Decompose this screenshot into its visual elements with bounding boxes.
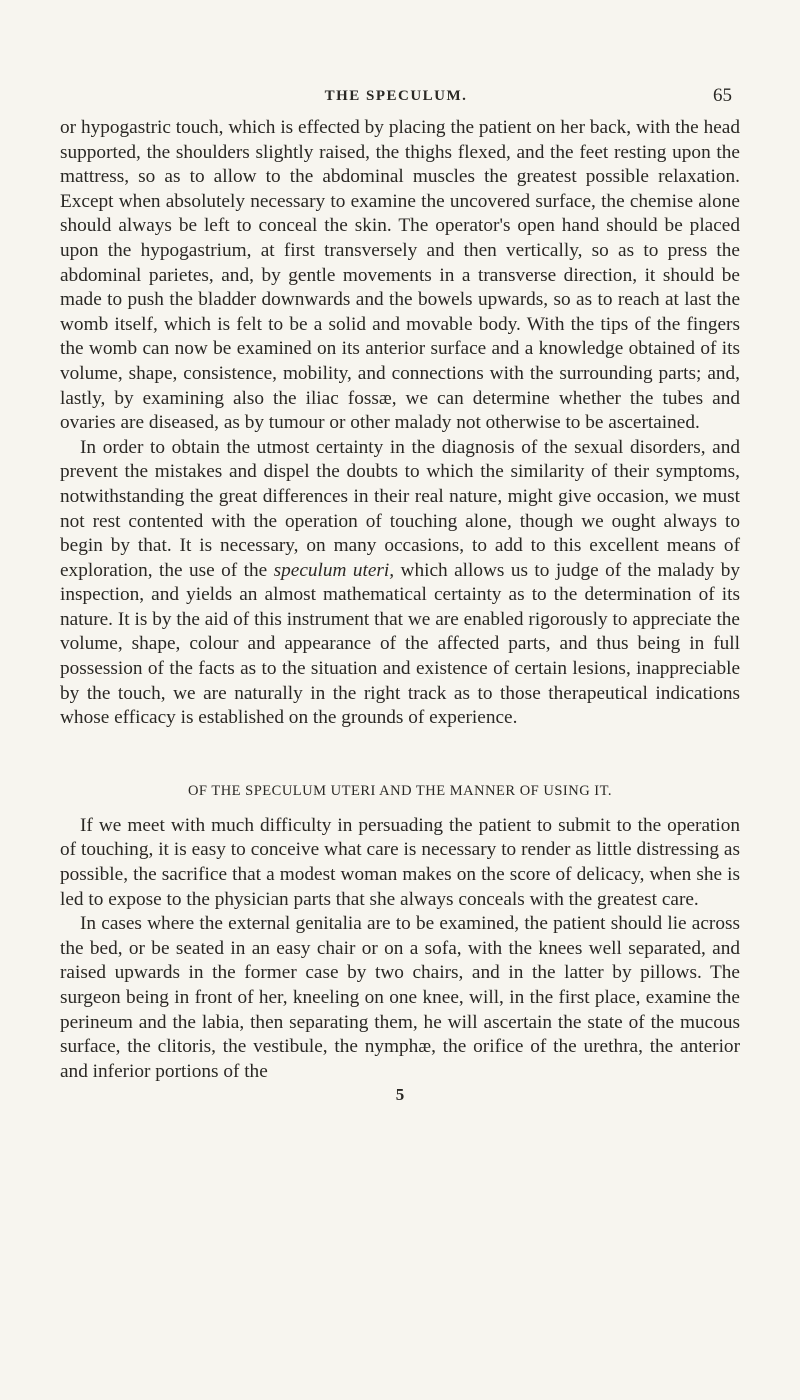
book-page <box>60 0 740 1400</box>
paragraph-persuading: If we meet with much difficulty in persuading the patient to submit to the operation of touching, it is easy to conceive what care is necessary to render as little distressing as possible, the sacrifice that a modest woman makes on the score of delicacy, when she is led to expose to the physician parts that she always conceals with the greatest care. <box>60 814 740 910</box>
section-heading: OF THE SPECULUM UTERI AND THE MANNER OF USING IT. <box>187 782 613 799</box>
page-number: 65 <box>713 85 732 106</box>
paragraph-external-genitalia: In cases where the external genitalia are to be examined, the patient should lie across the bed, or be seated in an easy chair or on a sofa, with the knees well separated, and raised upwards in the former case by two chairs, and in the latter by pillows. The surgeon being in front of her, kneeling on one knee, will, in the first place, examine the perineum and the labia, then separating them, he will ascertain the state of the mucous surface, the clitoris, the vestibule, the nymphæ, the orifice of the urethra, the anterior and inferior portions of the <box>60 913 740 1082</box>
body-text <box>60 116 740 1106</box>
running-title: THE SPECULUM. <box>324 88 468 104</box>
paragraph-speculum-intro <box>60 436 740 731</box>
paragraph-text-before: In order to obtain the utmost certainty in the diagnosis of the sexual disorders, and prevent the mistakes and dispel the doubts to which the similarity of their symptoms, notwithstanding the great differences in their real nature, might give occasion, we must not rest contented with the operation of touching alone, though we ought always to begin by that. It is necessary, on many occasions, to add to this excellent means of exploration, the use of the <box>60 436 740 581</box>
running-head <box>60 85 732 112</box>
paragraph-continued: or hypogastric touch, which is effected by placing the patient on her back, with the head supported, the shoulders slightly raised, the thighs flexed, and the feet resting upon the mattress, so as to allow to the abdominal muscles the greatest possible relaxation. Except when absolutely necessary to examine the uncovered surface, the chemise alone should always be left to conceal the skin. The operator's open hand should be placed upon the hypogastrium, at first transversely and then vertically, so as to press the abdominal parietes, and, by gentle movements in a transverse direction, it should be made to push the bladder downwards and the bowels upwards, so as to reach at last the womb itself, which is felt to be a solid and movable body. With the tips of the fingers the womb can now be examined on its anterior surface and a knowledge obtained of its volume, shape, consistence, mobility, and connections with the surrounding parts; and, lastly, by examining also the iliac fossæ, we can determine whether the tubes and ovaries are diseased, as by tumour or other malady not otherwise to be ascertained. <box>60 117 740 434</box>
signature-mark: 5 <box>395 1085 405 1105</box>
italic-term: speculum uteri, <box>273 559 395 581</box>
paragraph-text-after: which allows us to judge of the malady by inspection, and yields an almost mathematical certainty as to the determination of its nature. It is by the aid of this instrument that we are enabled rigorously to appreciate the volume, shape, colour and appearance of the affected parts, and thus being in full possession of the facts as to the situation and existence of certain lesions, inappreciable by the touch, we are naturally in the right track as to those therapeutical indications whose efficacy is established on the grounds of experience. <box>60 559 740 729</box>
